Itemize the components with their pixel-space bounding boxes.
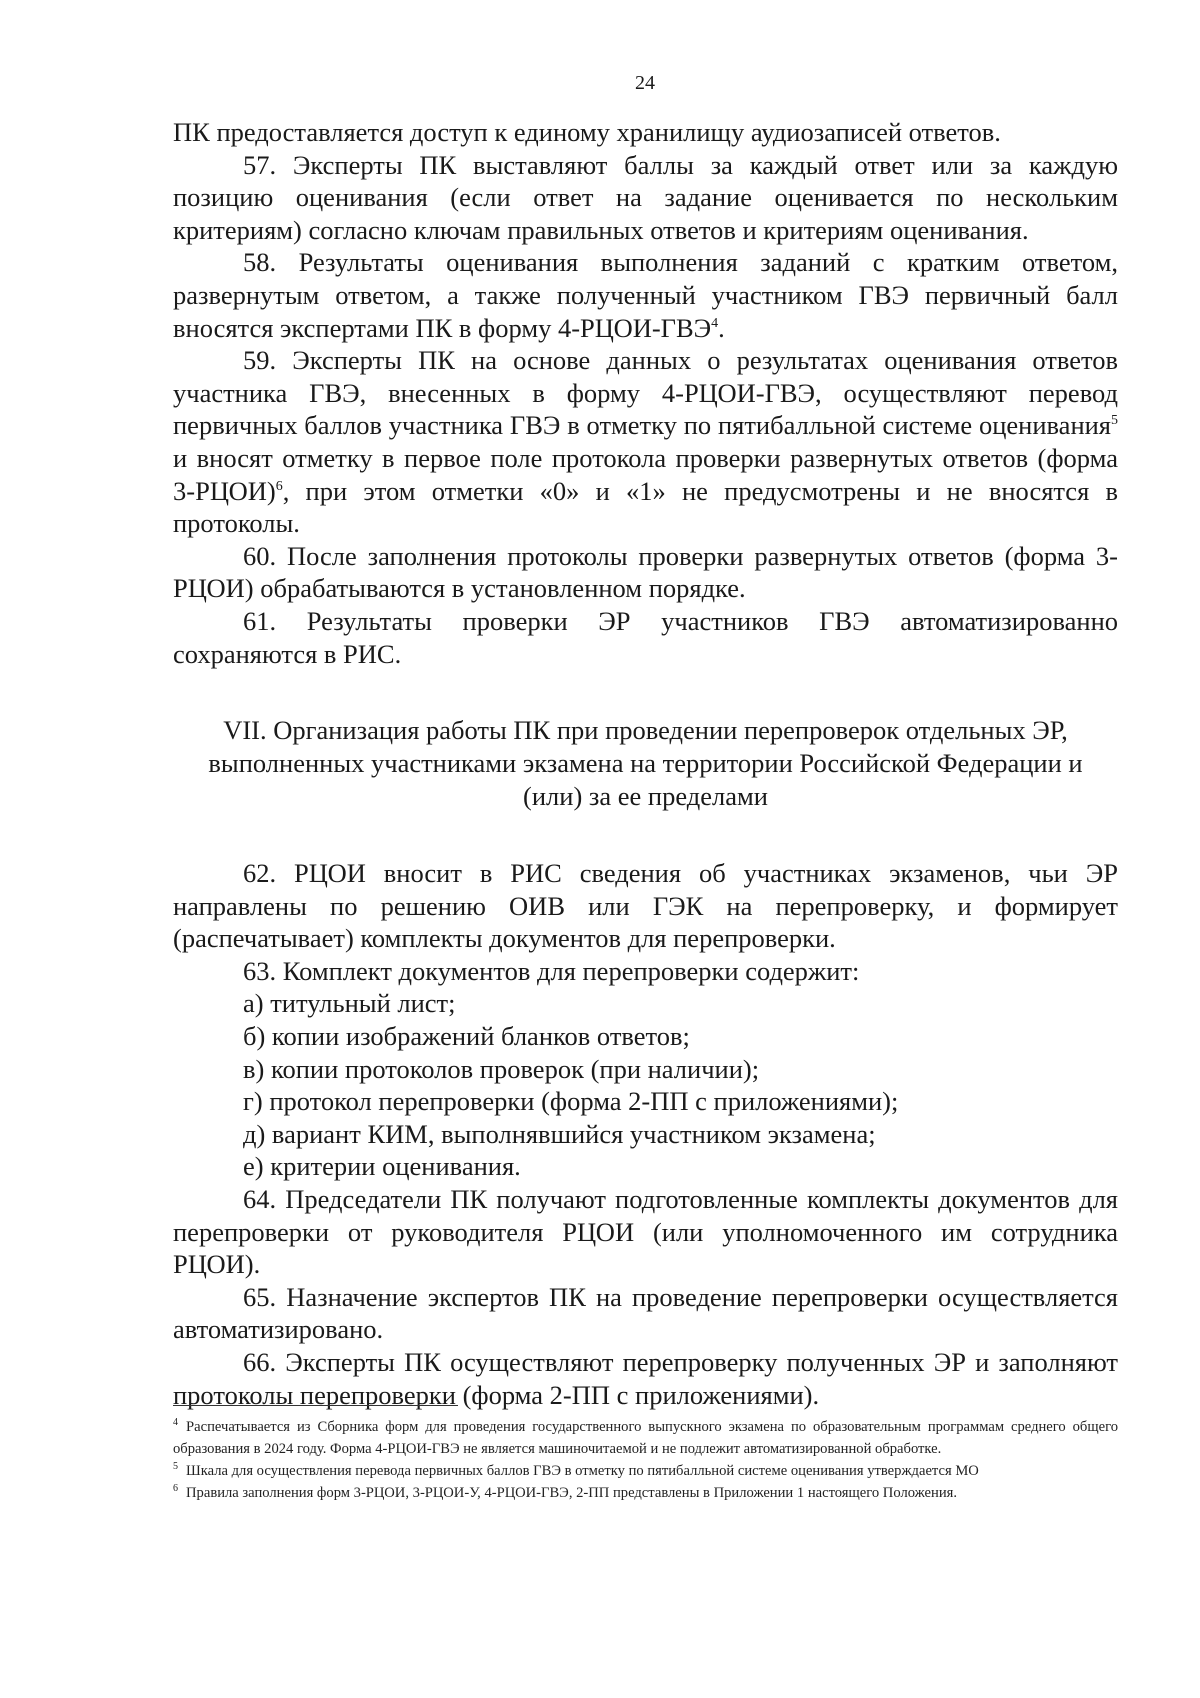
paragraph-57: 57. Эксперты ПК выставляют баллы за каждый ответ или за каждую позицию оценивания (если ответ на задание оценивается по нескольким критериям) согласно ключам правильных ответов и критериям оценивания. xyxy=(173,149,1118,245)
footnote-text-6: Правила заполнения форм 3-РЦОИ, 3-РЦОИ-У, 4-РЦОИ-ГВЭ, 2-ПП представлены в Приложении 1 настоящего Положения. xyxy=(186,1485,958,1501)
footnote-4 xyxy=(173,1416,1118,1460)
footnote-mark-6: 6 xyxy=(173,1483,178,1495)
paragraph-65: 65. Назначение экспертов ПК на проведение перепроверки осуществляется автоматизировано. xyxy=(173,1281,1118,1345)
footnote-text-5: Шкала для осуществления перевода первичных баллов ГВЭ в отметку по пятибалльной системе оценивания утверждается МО xyxy=(186,1463,979,1479)
paragraph-59 xyxy=(173,344,1118,540)
list-item-a: а) титульный лист; xyxy=(243,988,456,1019)
footnote-mark-5: 5 xyxy=(173,1461,178,1473)
paragraph-62: 62. РЦОИ вносит в РИС сведения об участниках экзаменов, чьи ЭР направлены по решению ОИВ или ГЭК на перепроверку, и формирует (распечатывает) комплекты документов для перепроверки. xyxy=(173,858,1118,954)
footnote-ref-6[interactable]: 6 xyxy=(275,478,283,494)
footnote-text-4: Распечатывается из Сборника форм для проведения государственного выпускного экзамена по образовательным программам среднего общего образования в 2024 году. Форма 4-РЦОИ-ГВЭ не является машиночитаемой и не подлежит автоматизированной обработке. xyxy=(173,1419,1118,1457)
main-text xyxy=(173,116,1118,1411)
page-number: 24 xyxy=(635,72,655,94)
paragraph-58-text: 58. Результаты оценивания выполнения заданий с кратким ответом, развернутым ответом, а также полученный участником ГВЭ первичный балл вносятся экспертами ПК в форму 4-РЦОИ-ГВЭ xyxy=(173,247,1118,343)
footnote-ref-4[interactable]: 4 xyxy=(711,315,719,331)
paragraph-66: 66. Эксперты ПК осуществляют перепроверку полученных ЭР и заполняют протоколы перепроверки (форма 2-ПП с приложениями). xyxy=(173,1347,1118,1410)
list-item-g: г) протокол перепроверки (форма 2-ПП с приложениями); xyxy=(243,1086,899,1117)
paragraph-58-end: . xyxy=(718,312,725,343)
list-item-b: б) копии изображений бланков ответов; xyxy=(243,1021,690,1052)
footnote-ref-5[interactable]: 5 xyxy=(1111,413,1118,429)
footnote-separator xyxy=(173,1405,458,1406)
paragraph-59-end: , при этом отметки «0» и «1» не предусмотрены и не вносятся в протоколы. xyxy=(173,475,1118,539)
footnote-6 xyxy=(173,1482,1118,1504)
paragraph-56-continuation: ПК предоставляется доступ к единому хранилищу аудиозаписей ответов. xyxy=(173,117,1001,147)
paragraph-59-text: 59. Эксперты ПК на основе данных о результатах оценивания ответов участника ГВЭ, внесенных в форму 4-РЦОИ-ГВЭ, осуществляют перевод первичных баллов участника ГВЭ в отметку по пятибалльной системе оценивания xyxy=(173,345,1118,441)
paragraph-60: 60. После заполнения протоколы проверки развернутых ответов (форма 3-РЦОИ) обрабатываются в установленном порядке. xyxy=(173,540,1118,604)
paragraph-61: 61. Результаты проверки ЭР участников ГВЭ автоматизированно сохраняются в РИС. xyxy=(173,605,1118,669)
list-item-v: в) копии протоколов проверок (при наличии); xyxy=(243,1053,760,1084)
paragraph-59-middle: и вносят отметку в первое поле протокола проверки развернутых ответов (форма 3-РЦОИ) xyxy=(173,442,1118,506)
list-item-d: д) вариант КИМ, выполнявшийся участником экзамена; xyxy=(243,1118,876,1149)
paragraph-58 xyxy=(173,246,1118,344)
footnote-mark-4: 4 xyxy=(173,1417,178,1429)
footnotes xyxy=(173,1416,1118,1504)
list-item-e: е) критерии оценивания. xyxy=(243,1151,521,1182)
section-heading: VII. Организация работы ПК при проведении перепроверок отдельных ЭР, выполненных участниками экзамена на территории Российской Федерации и (или) за ее пределами xyxy=(208,715,1083,812)
paragraph-63: 63. Комплект документов для перепроверки содержит: xyxy=(243,955,860,986)
footnote-5 xyxy=(173,1460,1118,1482)
paragraph-64: 64. Председатели ПК получают подготовленные комплекты документов для перепроверки от руководителя РЦОИ (или уполномоченного им сотрудника РЦОИ). xyxy=(173,1184,1118,1280)
